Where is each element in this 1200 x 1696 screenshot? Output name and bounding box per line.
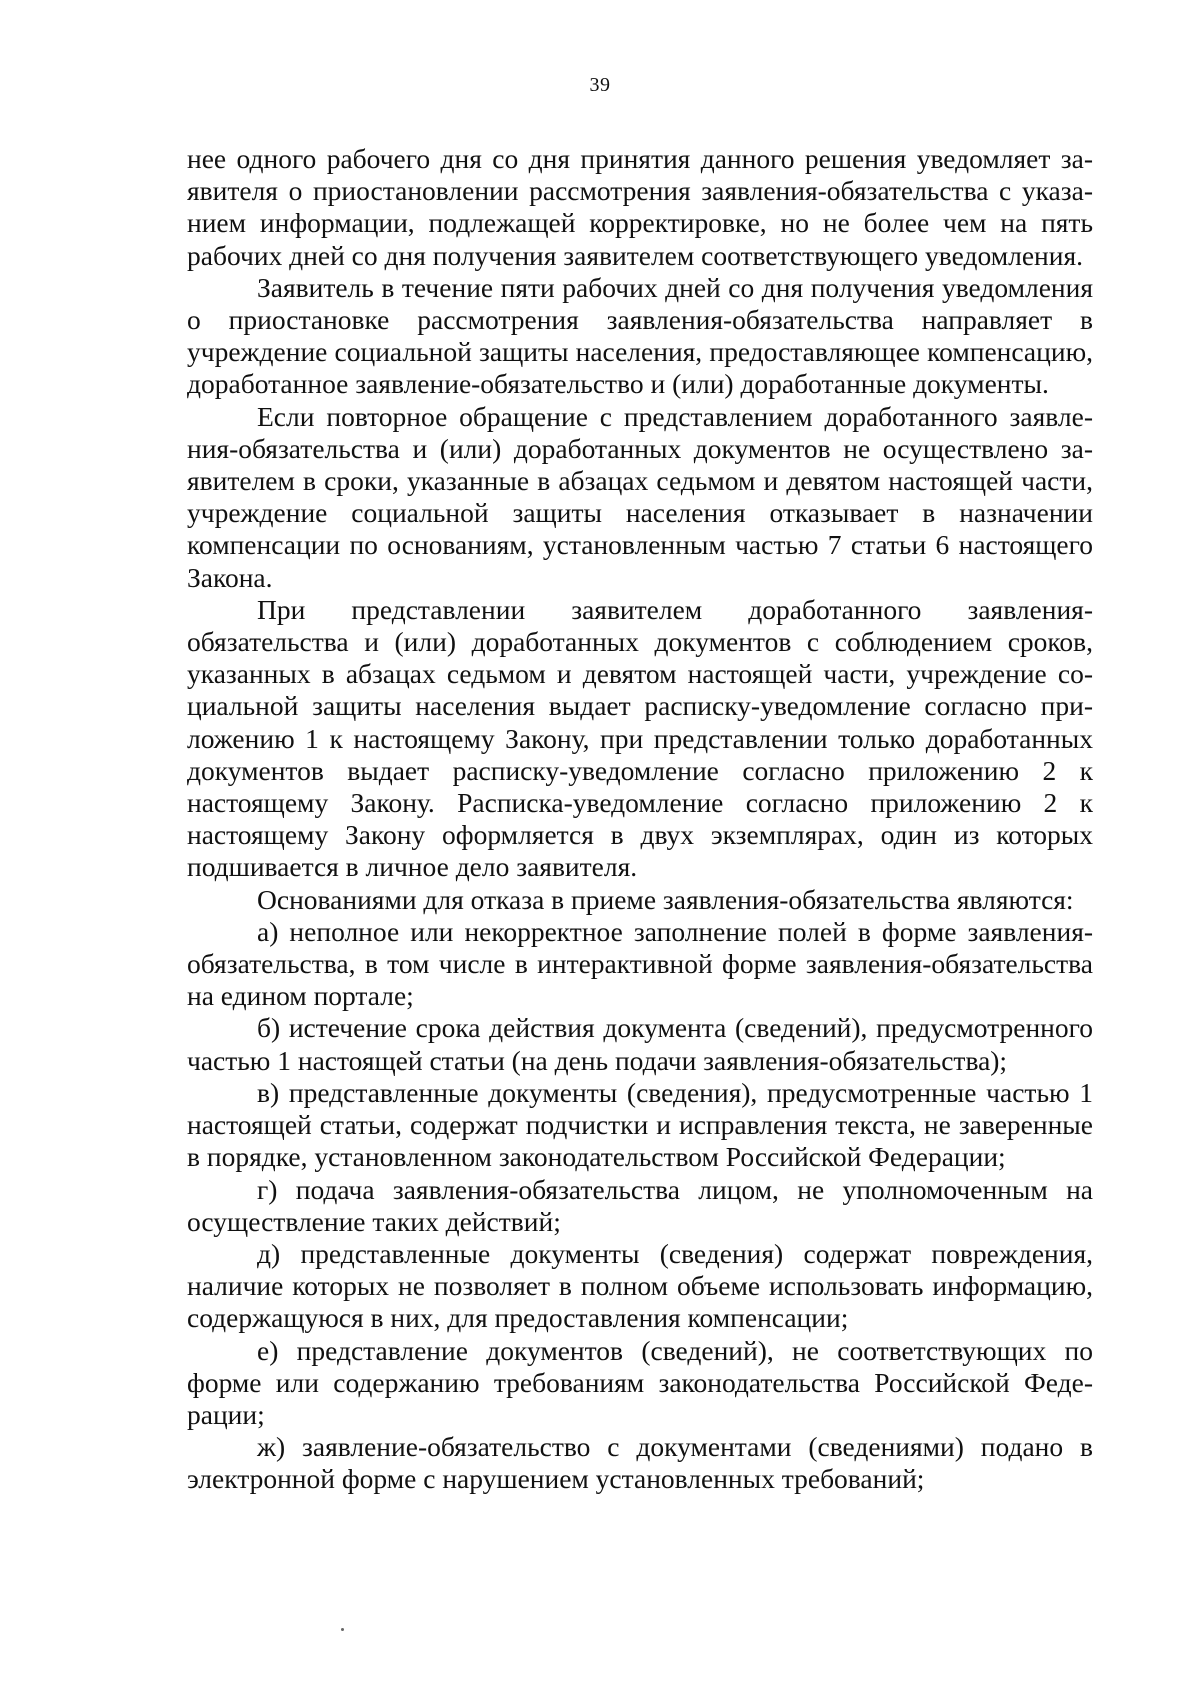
list-item-g: г) подача заявления-обязательства лицом, не уполномоченным на осуществление таких действий; (187, 1173, 1093, 1237)
list-item-e: е) представление документов (сведений), не соответствующих по форме или содержанию требованиям законодательства Российской Федерации; (187, 1334, 1093, 1430)
paragraph-receipt-notice: При представлении заявителем доработанного заявления-обязательства и (или) доработанных документов с соблюдением сроков, указанных в абзацах седьмом и девятом настоящей части, учреждение социальной защиты населения выдает расписку-уведомление согласно приложению 1 к настоящему Закону, при представлении только доработанных документов выдает расписку-уведомление согласно приложению 2 к настоящему Закону. Расписка-уведомление согласно приложению 2 к настоящему Закону оформляется в двух экземплярах, один из которых подшивается в личное дело заявителя. (187, 593, 1093, 883)
page-number: 39 (589, 74, 611, 96)
paragraph-continuation: нее одного рабочего дня со дня принятия данного решения уведомляет заявителя о приостановлении рассмотрения заявления-обязательства с указанием информации, подлежащей корректировке, но не более чем на пять рабочих дней со дня получения заявителем соответствующего уведомления. (187, 143, 1093, 271)
paragraph-refusal-grounds: Основаниями для отказа в приеме заявления-обязательства являются: (257, 883, 1074, 915)
scan-speck (341, 1628, 344, 1631)
list-item-v: в) представленные документы (сведения), предусмотренные частью 1 настоящей статьи, содержат подчистки и исправления текста, не заверенные в порядке, установленном законодательством Российской Федерации; (187, 1076, 1093, 1173)
list-item-a: а) неполное или некорректное заполнение полей в форме заявления-обязательства, в том числе в интерактивной форме заявления-обязательства на едином портале; (187, 915, 1093, 1012)
document-body (187, 143, 1093, 1496)
list-item-d: д) представленные документы (сведения) содержат повреждения, наличие которых не позволяет в полном объеме использовать информацию, содержащуюся в них, для предоставления компенсации; (187, 1237, 1093, 1334)
paragraph-applicant-deadline: Заявитель в течение пяти рабочих дней со дня получения уведомления о приостановке рассмотрения заявления-обязательства направляет в учреждение социальной защиты населения, предоставляющее компенсацию, доработанное заявление-обязательство и (или) доработанные документы. (187, 271, 1093, 400)
list-item-zh: ж) заявление-обязательство с документами (сведениями) подано в электронной форме с нарушением установленных требований; (187, 1431, 1093, 1495)
list-item-b: б) истечение срока действия документа (сведений), предусмотренного частью 1 настоящей статьи (на день подачи заявления-обязательства); (187, 1012, 1093, 1076)
paragraph-repeat-application: Если повторное обращение с представлением доработанного заявления-обязательства и (или) доработанных документов не осуществлено заявителем в сроки, указанные в абзацах седьмом и девятом настоящей части, учреждение социальной защиты населения отказывает в назначении компенсации по основаниям, установленным частью 7 статьи 6 настоящего Закона. (187, 400, 1093, 593)
